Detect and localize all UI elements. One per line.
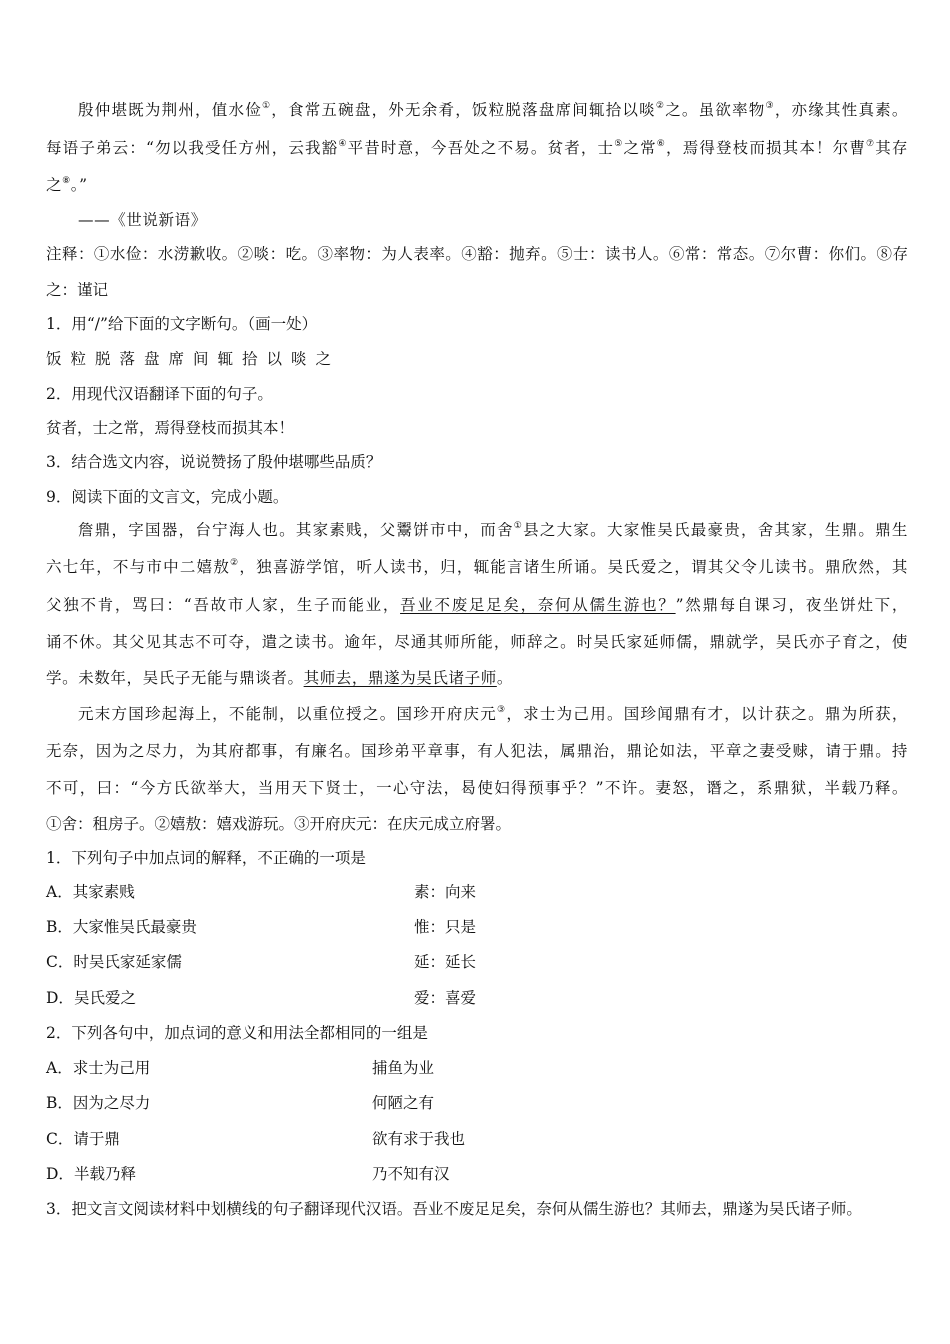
question2-2-option-c: C．请于鼎 欲有求于我也 (46, 1130, 466, 1148)
question1-2: 2．用现代汉语翻译下面的句子。 (46, 385, 273, 403)
passage2-heading: 9．阅读下面的文言文，完成小题。 (46, 488, 289, 506)
passage2-notes: ①舍：租房子。②嬉敖：嬉戏游玩。③开府庆元：在庆元成立府署。 (46, 815, 512, 833)
question2-2: 2．下列各句中，加点词的意义和用法全都相同的一组是 (46, 1024, 428, 1042)
question2-2-option-a: A．求士为己用 捕鱼为业 (46, 1059, 435, 1077)
question1-2-text: 贫者，士之常，焉得登枝而损其本！ (46, 419, 295, 437)
passage1-line-1: 殷仲堪既为荆州，值水俭①，食常五碗盘，外无余肴，饭粒脱落盘席间辄拾以啖②之。虽欲率物③，亦缘其性真素。 (78, 101, 908, 119)
passage2-p1-line-4: 诵不休。其父见其志不可夺，遣之读书。逾年，尽通其师所能，师辞之。时吴氏家延师儒，鼎就学，吴氏亦子育之，使 (46, 633, 908, 651)
passage1-source: ——《世说新语》 (78, 211, 207, 229)
passage2-p2-line-2: 无奈，因为之尽力，为其府都事，有廉名。国珍弟平章事，有人犯法，属鼎治，鼎论如法，平章之妻受赇，请于鼎。持 (46, 742, 908, 760)
passage1-notes-line-1: 注释：①水俭：水涝歉收。②啖：吃。③率物：为人表率。④豁：抛弃。⑤士：读书人。⑥常：常态。⑦尔曹：你们。⑧存 (46, 245, 908, 263)
question2-1-option-d: D．吴氏爱之 爱：喜爱 (46, 989, 477, 1007)
question1-3: 3．结合选文内容，说说赞扬了殷仲堪哪些品质？ (46, 453, 382, 471)
passage2-p1-line-3: 父独不肯，骂曰：“吾故市人家，生子而能业，吾业不废足足矣，奈何从儒生游也？”然鼎每自课习，夜坐饼灶下， (46, 596, 908, 614)
question2-1-option-a: A．其家素贱 素：向来 (46, 883, 477, 901)
passage1-line-3: 之⑧。” (46, 176, 88, 194)
passage1-line-2: 每语子弟云：“勿以我受任方州，云我豁④平昔时意，今吾处之不易。贫者，士⑤之常⑥，焉得登枝而损其本！尔曹⑦其存 (46, 139, 908, 157)
underlined-sentence-2: 其师去，鼎遂为吴氏诸子师 (303, 669, 497, 687)
question2-1-option-b: B．大家惟吴氏最豪贵 惟：只是 (46, 918, 477, 936)
passage2-p2-line-1: 元末方国珍起海上，不能制，以重位授之。国珍开府庆元③，求士为己用。国珍闻鼎有才，以计获之。鼎为所获， (78, 705, 909, 723)
passage2-p2-line-3: 不可，曰：“今方氏欲举大，当用天下贤士，一心守法，曷使妇得预事乎？”不许。妻怒，谮之，系鼎狱，半载乃释。 (46, 779, 908, 797)
question2-1-option-c: C．时吴氏家延家儒 延：延长 (46, 953, 477, 971)
question1-1-text: 饭粒脱落盘席间辄拾以啖之 (46, 350, 341, 368)
question2-2-option-d: D．半载乃释 乃不知有汉 (46, 1165, 450, 1183)
passage1-notes-line-2: 之：谨记 (46, 281, 109, 299)
question1-1: 1．用“/”给下面的文字断句。（画一处） (46, 315, 318, 333)
question2-3: 3．把文言文阅读材料中划横线的句子翻译现代汉语。吾业不废足足矣，奈何从儒生游也？其师去，鼎遂为吴氏诸子师。 (46, 1200, 862, 1218)
question2-2-option-b: B．因为之尽力 何陋之有 (46, 1094, 435, 1112)
underlined-sentence-1: 吾业不废足足矣，奈何从儒生游也？ (400, 596, 676, 614)
question2-1: 1．下列句子中加点词的解释，不正确的一项是 (46, 849, 366, 867)
passage2-p1-line-2: 六七年，不与市中二嬉敖②，独喜游学馆，听人读书，归，辄能言诸生所诵。吴氏爱之，谓其父令儿读书。鼎欣然，其 (46, 558, 908, 576)
passage2-p1-line-5: 学。未数年，吴氏子无能与鼎谈者。其师去，鼎遂为吴氏诸子师。 (46, 669, 513, 687)
passage2-p1-line-1: 詹鼎，字国器，台宁海人也。其家素贱，父鬻饼市中，而舍①县之大家。大家惟吴氏最豪贵，舍其家，生鼎。鼎生 (78, 521, 908, 539)
